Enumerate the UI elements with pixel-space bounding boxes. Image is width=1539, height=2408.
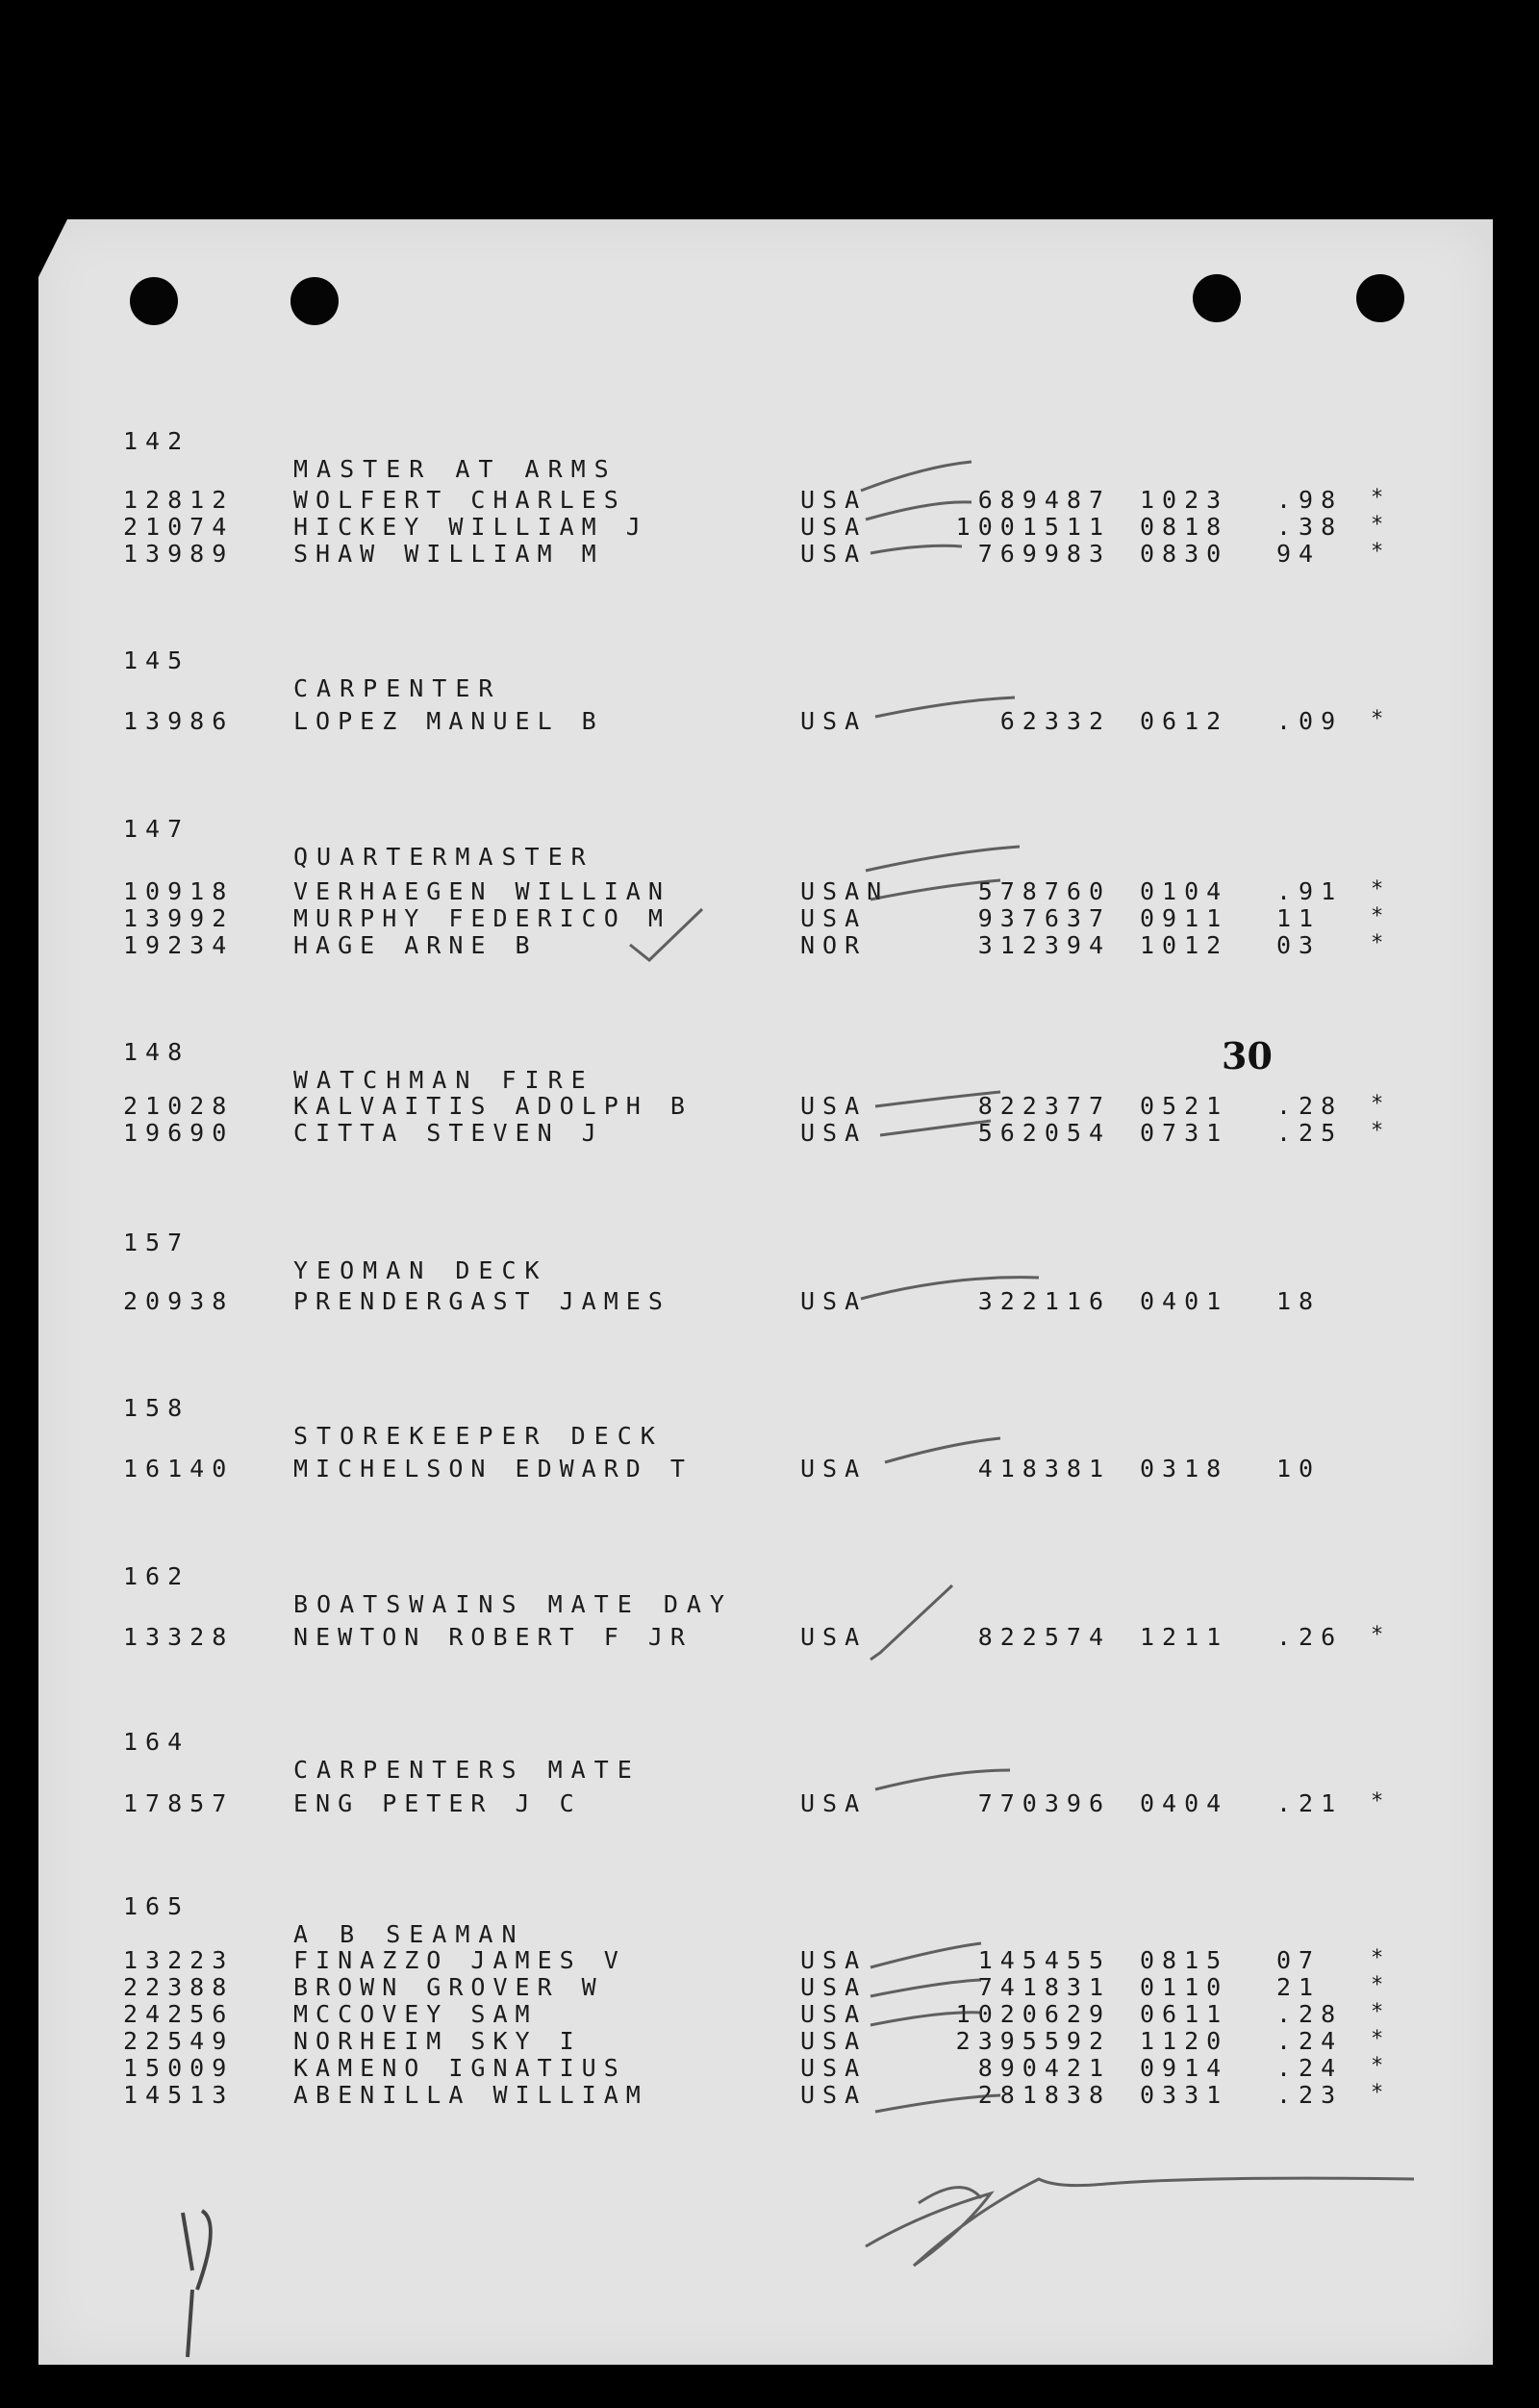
section-code: 142: [123, 427, 190, 455]
entry-id: 13986: [123, 707, 235, 735]
entry-date: 0401: [1140, 1287, 1229, 1315]
entry-id: 22388: [123, 1973, 235, 2001]
entry-number: 312394: [977, 931, 1111, 959]
entry-id: 20938: [123, 1287, 235, 1315]
entry-date: 0404: [1140, 1789, 1229, 1817]
entry-nationality: USA: [800, 1119, 868, 1147]
entry-nationality: USA: [800, 1789, 868, 1817]
entry-name: HAGE ARNE B: [293, 931, 538, 959]
entry-name: PRENDERGAST JAMES: [293, 1287, 670, 1315]
pen-stroke: [875, 1770, 1010, 1789]
section-title: QUARTERMASTER: [293, 843, 594, 871]
entry-id: 19234: [123, 931, 235, 959]
entry-date: 0612: [1140, 707, 1229, 735]
entry-date: 0110: [1140, 1973, 1229, 2001]
section-code: 147: [123, 815, 190, 843]
entry-date: 1023: [1140, 486, 1229, 514]
entry-number: 145455: [977, 1946, 1111, 1974]
entry-name: NEWTON ROBERT F JR: [293, 1623, 693, 1651]
entry-id: 13223: [123, 1946, 235, 1974]
entry-value: 03: [1276, 931, 1322, 959]
entry-value: .09: [1276, 707, 1344, 735]
entry-nationality: USA: [800, 2000, 868, 2028]
entry-name: ENG PETER J C: [293, 1789, 582, 1817]
entry-number: 890421: [977, 2054, 1111, 2082]
entry-number: 418381: [977, 1455, 1111, 1483]
entry-asterisk: *: [1371, 1789, 1384, 1813]
entry-number: 62332: [999, 707, 1111, 735]
entry-value: .21: [1276, 1789, 1344, 1817]
entry-asterisk: *: [1371, 540, 1384, 564]
check-mark: [870, 1585, 952, 1660]
entry-id: 17857: [123, 1789, 235, 1817]
entry-asterisk: *: [1371, 904, 1384, 928]
pen-stroke: [870, 545, 962, 553]
pen-stroke: [866, 847, 1020, 871]
entry-id: 13992: [123, 904, 235, 932]
entry-name: VERHAEGEN WILLIAN: [293, 877, 670, 905]
section-title: BOATSWAINS MATE DAY: [293, 1590, 733, 1618]
entry-nationality: USA: [800, 1287, 868, 1315]
entry-asterisk: *: [1371, 1623, 1384, 1647]
entry-number: 578760: [977, 877, 1111, 905]
entry-date: 0818: [1140, 513, 1229, 541]
entry-name: KALVAITIS ADOLPH B: [293, 1092, 693, 1120]
entry-nationality: USA: [800, 1973, 868, 2001]
entry-asterisk: *: [1371, 877, 1384, 901]
entry-date: 0914: [1140, 2054, 1229, 2082]
pen-stroke: [870, 1980, 981, 1996]
entry-number: 822377: [977, 1092, 1111, 1120]
entry-id: 22549: [123, 2027, 235, 2055]
entry-value: .98: [1276, 486, 1344, 514]
entry-id: 13989: [123, 540, 235, 568]
section-title: YEOMAN DECK: [293, 1256, 548, 1284]
entry-value: .28: [1276, 1092, 1344, 1120]
section-code: 145: [123, 646, 190, 674]
entry-nationality: USA: [800, 1092, 868, 1120]
pen-stroke: [885, 1438, 1000, 1462]
entry-name: SHAW WILLIAM M: [293, 540, 604, 568]
entry-name: MICHELSON EDWARD T: [293, 1455, 693, 1483]
entry-nationality: USA: [800, 1946, 868, 1974]
entry-value: .38: [1276, 513, 1344, 541]
entry-id: 16140: [123, 1455, 235, 1483]
entry-date: 0911: [1140, 904, 1229, 932]
entry-name: LOPEZ MANUEL B: [293, 707, 604, 735]
entry-id: 19690: [123, 1119, 235, 1147]
entry-nationality: USA: [800, 513, 868, 541]
entry-value: 07: [1276, 1946, 1322, 1974]
entry-asterisk: *: [1371, 2027, 1384, 2051]
entry-nationality: NOR: [800, 931, 868, 959]
entry-number: 937637: [977, 904, 1111, 932]
entry-name: MURPHY FEDERICO M: [293, 904, 670, 932]
section-code: 158: [123, 1394, 190, 1422]
entry-value: 94: [1276, 540, 1322, 568]
section-code: 164: [123, 1728, 190, 1756]
entry-nationality: USA: [800, 2054, 868, 2082]
entry-number: 2395592: [955, 2027, 1111, 2055]
entry-nationality: USA: [800, 2081, 868, 2109]
entry-asterisk: *: [1371, 931, 1384, 955]
entry-id: 13328: [123, 1623, 235, 1651]
entry-name: NORHEIM SKY I: [293, 2027, 582, 2055]
entry-number: 1020629: [955, 2000, 1111, 2028]
entry-number: 562054: [977, 1119, 1111, 1147]
pen-stroke: [875, 697, 1015, 717]
entry-value: .23: [1276, 2081, 1344, 2109]
entry-name: ABENILLA WILLIAM: [293, 2081, 648, 2109]
section-title: MASTER AT ARMS: [293, 455, 618, 483]
entry-value: .91: [1276, 877, 1344, 905]
entry-asterisk: *: [1371, 1973, 1384, 1997]
pen-stroke: [880, 1121, 991, 1135]
entry-asterisk: *: [1371, 2054, 1384, 2078]
entry-number: 689487: [977, 486, 1111, 514]
entry-name: FINAZZO JAMES V: [293, 1946, 626, 1974]
entry-value: .28: [1276, 2000, 1344, 2028]
entry-nationality: USA: [800, 707, 868, 735]
section-code: 157: [123, 1229, 190, 1256]
entry-nationality: USA: [800, 1455, 868, 1483]
entry-date: 1012: [1140, 931, 1229, 959]
entry-asterisk: *: [1371, 1092, 1384, 1116]
section-title: STOREKEEPER DECK: [293, 1422, 664, 1450]
pen-stroke: [866, 502, 971, 520]
entry-number: 322116: [977, 1287, 1111, 1315]
entry-date: 0815: [1140, 1946, 1229, 1974]
section-code: 148: [123, 1038, 190, 1066]
entry-value: 11: [1276, 904, 1322, 932]
entry-value: 21: [1276, 1973, 1322, 2001]
entry-number: 1001511: [955, 513, 1111, 541]
entry-id: 21074: [123, 513, 235, 541]
entry-name: HICKEY WILLIAM J: [293, 513, 648, 541]
entry-asterisk: *: [1371, 1946, 1384, 1970]
entry-value: 10: [1276, 1455, 1322, 1483]
entry-nationality: USA: [800, 904, 868, 932]
section-code: 162: [123, 1562, 190, 1590]
pen-stroke: [875, 1092, 1000, 1106]
entry-value: 18: [1276, 1287, 1322, 1315]
entry-number: 770396: [977, 1789, 1111, 1817]
entry-date: 0104: [1140, 877, 1229, 905]
entry-asterisk: *: [1371, 2081, 1384, 2105]
pen-stroke: [875, 2095, 1000, 2112]
entry-date: 0318: [1140, 1455, 1229, 1483]
pen-stroke: [870, 2013, 981, 2025]
section-title: WATCHMAN FIRE: [293, 1066, 594, 1094]
entry-value: .25: [1276, 1119, 1344, 1147]
pen-stroke: [870, 1943, 981, 1967]
entry-number: 741831: [977, 1973, 1111, 2001]
entry-name: BROWN GROVER W: [293, 1973, 604, 2001]
entry-id: 21028: [123, 1092, 235, 1120]
entry-date: 0521: [1140, 1092, 1229, 1120]
entry-id: 24256: [123, 2000, 235, 2028]
entry-number: 769983: [977, 540, 1111, 568]
entry-date: 1211: [1140, 1623, 1229, 1651]
entry-name: KAMENO IGNATIUS: [293, 2054, 626, 2082]
entry-number: 822574: [977, 1623, 1111, 1651]
check-mark: [630, 909, 702, 960]
entry-name: CITTA STEVEN J: [293, 1119, 604, 1147]
entry-nationality: USA: [800, 486, 868, 514]
entry-date: 0611: [1140, 2000, 1229, 2028]
entry-nationality: USA: [800, 1623, 868, 1651]
entry-name: MCCOVEY SAM: [293, 2000, 538, 2028]
entry-value: .24: [1276, 2027, 1344, 2055]
pen-stroke: [870, 880, 1000, 900]
entry-date: 0731: [1140, 1119, 1229, 1147]
entry-asterisk: *: [1371, 2000, 1384, 2024]
entry-date: 0830: [1140, 540, 1229, 568]
entry-id: 12812: [123, 486, 235, 514]
signature: [866, 2178, 1414, 2266]
page-number: 30: [1222, 1034, 1273, 1077]
entry-nationality: USA: [800, 540, 868, 568]
section-code: 165: [123, 1892, 190, 1920]
entry-id: 10918: [123, 877, 235, 905]
entry-number: 281838: [977, 2081, 1111, 2109]
entry-asterisk: *: [1371, 1119, 1384, 1143]
entry-asterisk: *: [1371, 513, 1384, 537]
entry-nationality: USA: [800, 2027, 868, 2055]
entry-asterisk: *: [1371, 486, 1384, 510]
entry-date: 1120: [1140, 2027, 1229, 2055]
entry-nationality: USAN: [800, 877, 890, 905]
section-title: CARPENTER: [293, 674, 502, 702]
entry-name: WOLFERT CHARLES: [293, 486, 626, 514]
entry-id: 14513: [123, 2081, 235, 2109]
entry-asterisk: *: [1371, 707, 1384, 731]
entry-value: .24: [1276, 2054, 1344, 2082]
entry-value: .26: [1276, 1623, 1344, 1651]
pen-stroke: [861, 462, 971, 491]
folio-mark: [183, 2211, 211, 2357]
pen-stroke: [861, 1278, 1039, 1299]
section-title: A B SEAMAN: [293, 1920, 525, 1948]
entry-date: 0331: [1140, 2081, 1229, 2109]
entry-id: 15009: [123, 2054, 235, 2082]
section-title: CARPENTERS MATE: [293, 1756, 641, 1784]
